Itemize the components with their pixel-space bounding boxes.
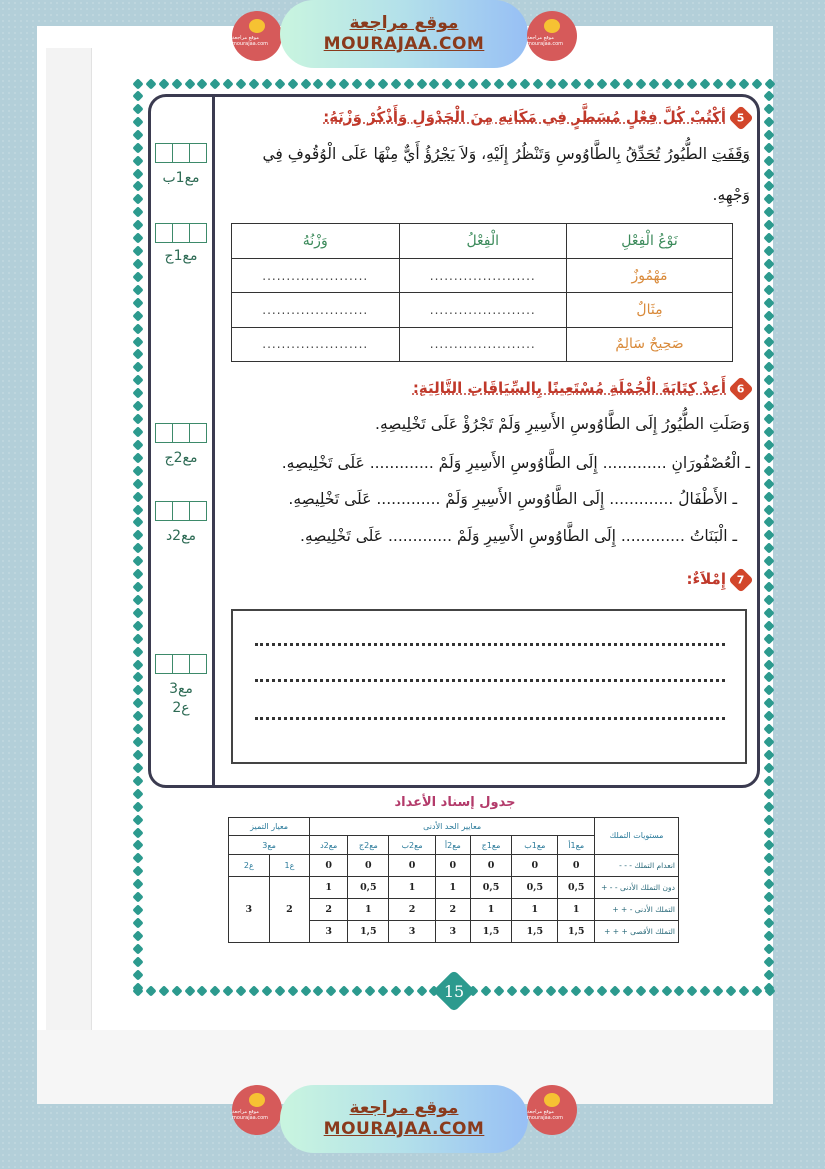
column-header: وَزْنُهُ xyxy=(232,224,400,259)
excellence-header: معيار التميز xyxy=(229,818,310,836)
criterion-label: مع1ب xyxy=(162,170,200,186)
rewrite-item[interactable]: ـ الأَطْفَالُ ............. إِلَى الطَّاوُوسِ الأَسِيرِ وَلَمْ ............. عَلَى تَخْلِيصِهِ. xyxy=(288,490,737,508)
criterion-header: مع2ج xyxy=(348,836,389,854)
score-box-mo2d[interactable] xyxy=(155,501,207,521)
logo-icon[interactable] xyxy=(232,11,282,61)
site-banner-bottom[interactable] xyxy=(280,1085,528,1153)
grading-column-divider xyxy=(212,96,215,786)
dictation-box[interactable] xyxy=(231,609,747,764)
dotted-border-left xyxy=(134,92,144,992)
level-label: التملك الأقصى + + + xyxy=(595,920,679,942)
logo-caption: موقع مراجعة mourajaa.com xyxy=(527,35,564,47)
logo-caption: موقع مراجعة mourajaa.com xyxy=(232,1109,269,1121)
score-cell: 0 xyxy=(348,854,389,876)
score-cell: 1 xyxy=(389,876,435,898)
logo-icon[interactable] xyxy=(527,11,577,61)
score-box-mo1j[interactable] xyxy=(155,223,207,243)
score-cell: 0 xyxy=(435,854,470,876)
score-box-mo3[interactable] xyxy=(155,654,207,674)
score-cell: 3 xyxy=(435,920,470,942)
column-header: نَوْعُ الْفِعْلِ xyxy=(567,224,733,259)
table-row xyxy=(232,293,733,327)
verb-type-cell: مَهْمُوزٌ xyxy=(567,259,733,293)
criterion-header: مع3 xyxy=(229,836,310,854)
score-cell: 1 xyxy=(470,898,511,920)
exercise-5-passage-line2: وَجْهِهِ. xyxy=(712,186,750,204)
score-cell: 1,5 xyxy=(512,920,558,942)
criterion-label: مع3 xyxy=(169,681,193,697)
min-criteria-header: معايير الحد الأدنى xyxy=(310,818,595,836)
level-label: دون التملك الأدنى - - + xyxy=(595,876,679,898)
dotted-border-right xyxy=(765,92,775,992)
score-cell: 2 xyxy=(435,898,470,920)
level-label: انعدام التملك - - - xyxy=(595,854,679,876)
score-cell: 3 xyxy=(310,920,348,942)
score-cell: 0 xyxy=(389,854,435,876)
criterion-header: مع1ج xyxy=(470,836,511,854)
score-cell: 3 xyxy=(229,876,270,942)
score-cell: 1 xyxy=(348,898,389,920)
verb-answer-cell[interactable]: ...................... xyxy=(399,259,567,293)
score-cell: 0,5 xyxy=(558,876,595,898)
dotted-border-top xyxy=(134,80,774,90)
pattern-answer-cell[interactable]: ...................... xyxy=(232,293,400,327)
score-cell: 0 xyxy=(558,854,595,876)
pattern-answer-cell[interactable]: ...................... xyxy=(232,327,400,361)
criterion-header: مع1أ xyxy=(558,836,595,854)
column-header: الْفِعْلُ xyxy=(399,224,567,259)
score-box-mo2j[interactable] xyxy=(155,423,207,443)
score-cell: 0 xyxy=(512,854,558,876)
criterion-header: مع1ب xyxy=(512,836,558,854)
banner-arabic-text: موقع مراجعة xyxy=(349,1098,459,1118)
score-cell: 1,5 xyxy=(470,920,511,942)
verb-classification-table xyxy=(231,223,733,362)
score-cell: 1,5 xyxy=(348,920,389,942)
banner-latin-text: MOURAJAA.COM xyxy=(323,34,485,54)
score-cell: 2 xyxy=(310,898,348,920)
criterion-label: مع1ج xyxy=(164,248,198,264)
table-row xyxy=(229,854,679,876)
page-number: 15 xyxy=(443,981,465,1001)
logo-caption: موقع مراجعة mourajaa.com xyxy=(527,1109,564,1121)
logo-caption: موقع مراجعة mourajaa.com xyxy=(232,35,269,47)
criterion-header: مع2أ xyxy=(435,836,470,854)
exercise-number-badge: 5 xyxy=(728,105,753,130)
table-row xyxy=(232,259,733,293)
score-cell: 1 xyxy=(435,876,470,898)
exercise-number-badge: 7 xyxy=(728,567,753,592)
page-margin-strip xyxy=(46,48,92,1104)
score-cell: 1 xyxy=(310,876,348,898)
pattern-answer-cell[interactable]: ...................... xyxy=(232,259,400,293)
score-box-mo1b[interactable] xyxy=(155,143,207,163)
banner-arabic-text: موقع مراجعة xyxy=(349,13,459,33)
criterion-label: مع2د xyxy=(165,528,197,544)
score-cell: 0 xyxy=(470,854,511,876)
grading-table xyxy=(228,817,679,943)
criterion-header: مع2د xyxy=(310,836,348,854)
score-cell: 0,5 xyxy=(470,876,511,898)
criterion-label: مع2ج xyxy=(164,450,198,466)
table-row xyxy=(232,327,733,361)
exercise-number-badge: 6 xyxy=(728,376,753,401)
score-cell: 0,5 xyxy=(512,876,558,898)
verb-answer-cell[interactable]: ...................... xyxy=(399,293,567,327)
grading-table-title: جدول إسناد الأعداد xyxy=(394,795,516,810)
verb-type-cell: مِثَالٌ xyxy=(567,293,733,327)
level-label: التملك الأدنى - + + xyxy=(595,898,679,920)
exercise-5-passage: وَقَفَتِ الطُّيُورُ تُحَدِّقُ بِالطَّاوُوسِ وَتَنْظُرُ إِلَيْهِ، وَلاَ يَجْرُؤُ أَيٌّ مِنْهَا عَلَى الْوُقُوفِ فِي xyxy=(262,145,750,163)
score-cell: 3 xyxy=(389,920,435,942)
dictation-line[interactable] xyxy=(255,717,725,720)
score-cell: 1,5 xyxy=(558,920,595,942)
score-cell: 2 xyxy=(389,898,435,920)
dictation-line[interactable] xyxy=(255,643,725,646)
score-cell: 0 xyxy=(310,854,348,876)
exercise-7-title: 7 إِمْلاَءٌ: xyxy=(687,570,751,589)
verb-answer-cell[interactable]: ...................... xyxy=(399,327,567,361)
score-cell: 1 xyxy=(512,898,558,920)
exercise-6-title: 6 أَعِدْ كِتَابَةَ الْجُمْلَةِ مُسْتَعِينًا بِالسِّيَاقَاتِ التَّالِيَةِ: xyxy=(413,379,750,398)
verb-type-cell: صَحِيحٌ سَالِمٌ xyxy=(567,327,733,361)
site-banner-top[interactable] xyxy=(280,0,528,68)
logo-icon[interactable] xyxy=(527,1085,577,1135)
rewrite-item[interactable]: ـ الْعُصْفُورَانِ ............. إِلَى الطَّاوُوسِ الأَسِيرِ وَلَمْ ............. عَلَى تَخْلِيصِهِ. xyxy=(281,454,750,472)
page-number-badge xyxy=(433,970,475,1012)
exercise-5-title: 5 أكْتُبْ كُلَّ فِعْلٍ مُسَطَّرٍ فِي مَكَانِهِ مِنَ الْجَدْوَلِ وَأَذْكُرْ وَزْنَهُ: xyxy=(323,108,750,127)
score-cell: 2 xyxy=(269,876,310,942)
score-cell: 0,5 xyxy=(348,876,389,898)
rewrite-item[interactable]: ـ الْبَنَاتُ ............. إِلَى الطَّاوُوسِ الأَسِيرِ وَلَمْ ............. عَلَى تَخْلِيصِهِ. xyxy=(300,527,737,545)
logo-icon[interactable] xyxy=(232,1085,282,1135)
criterion-header: ع2 xyxy=(229,854,270,876)
banner-latin-text: MOURAJAA.COM xyxy=(323,1119,485,1139)
criterion-label: ع2 xyxy=(172,700,190,716)
criterion-header: ع1 xyxy=(269,854,310,876)
model-sentence: وَصَلَتِ الطُّيُورُ إِلَى الطَّاوُوسِ الأَسِيرِ وَلَمْ تَجْرُؤْ عَلَى تَخْلِيصِهِ. xyxy=(375,415,750,433)
dictation-line[interactable] xyxy=(255,679,725,682)
table-row xyxy=(229,876,679,898)
score-cell: 1 xyxy=(558,898,595,920)
criterion-header: مع2ب xyxy=(389,836,435,854)
level-header: مستويات التملك xyxy=(595,818,679,855)
